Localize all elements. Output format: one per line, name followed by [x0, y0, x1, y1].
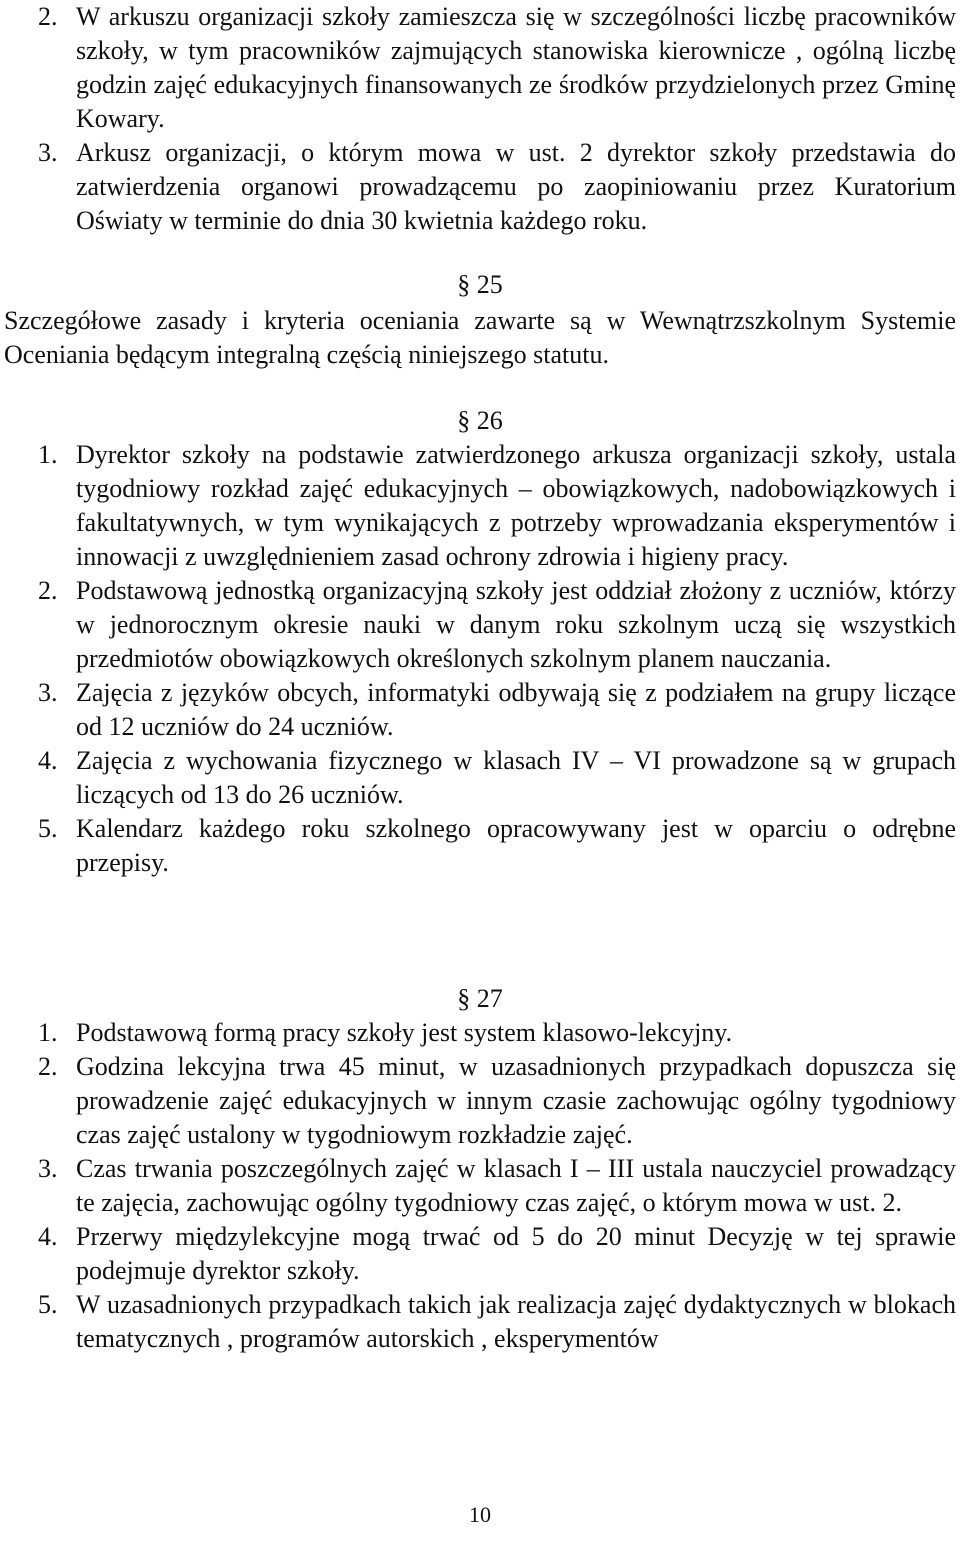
item-number: 4. [38, 746, 58, 775]
item-text: Kalendarz każdego roku szkolnego opracowywany jest w oparciu o odrębne przepisy. [76, 814, 956, 877]
list-item [4, 438, 956, 574]
item-number: 5. [38, 814, 58, 843]
list-item [4, 1220, 956, 1288]
section-heading: § 27 [457, 984, 503, 1013]
item-text: Dyrektor szkoły na podstawie zatwierdzonego arkusza organizacji szkoły, ustala tygodniowy rozkład zajęć edukacyjnych – obowiązkowych, nadobowiązkowych i fakultatywnych, w tym wynikających z potrzeby wprowadzania eksperymentów i innowacji z uwzględnieniem zasad ochrony zdrowia i higieny pracy. [76, 440, 956, 571]
list-item [4, 1050, 956, 1152]
section-27 [0, 982, 960, 1356]
list-item [4, 1288, 956, 1356]
page-number: 10 [469, 1502, 491, 1527]
list-item [4, 1152, 956, 1220]
section-26 [0, 404, 960, 880]
item-text: Podstawową formą pracy szkoły jest system klasowo-lekcyjny. [76, 1018, 733, 1047]
item-text: Arkusz organizacji, o którym mowa w ust. 2 dyrektor szkoły przedstawia do zatwierdzenia organowi prowadzącemu po zaopiniowaniu przez Kuratorium Oświaty w terminie do dnia 30 kwietnia każdego roku. [76, 138, 956, 235]
list-item [4, 136, 956, 238]
section-25 [0, 268, 960, 372]
item-number: 4. [38, 1222, 58, 1251]
item-number: 2. [38, 2, 58, 31]
list-item [4, 744, 956, 812]
item-number: 3. [38, 678, 58, 707]
item-number: 3. [38, 138, 58, 167]
item-number: 3. [38, 1154, 58, 1183]
section-heading: § 26 [457, 406, 503, 435]
item-number: 2. [38, 576, 58, 605]
item-text: Podstawową jednostką organizacyjną szkoły jest oddział złożony z uczniów, którzy w jednorocznym okresie nauki w danym roku szkolnym uczą się wszystkich przedmiotów obowiązkowych określonych szkolnym planem nauczania. [76, 576, 956, 673]
item-number: 1. [38, 1018, 58, 1047]
item-text: W arkuszu organizacji szkoły zamieszcza się w szczególności liczbę pracowników szkoły, w tym pracowników zajmujących stanowiska kierownicze , ogólną liczbę godzin zajęć edukacyjnych finansowanych ze środków przydzielonych przez Gminę Kowary. [76, 2, 956, 133]
item-text: Zajęcia z wychowania fizycznego w klasach IV – VI prowadzone są w grupach liczących od 13 do 26 uczniów. [76, 746, 956, 809]
list-item [4, 812, 956, 880]
list-item [4, 1016, 956, 1050]
intro-block [0, 0, 960, 238]
item-number: 5. [38, 1290, 58, 1319]
item-text: Godzina lekcyjna trwa 45 minut, w uzasadnionych przypadkach dopuszcza się prowadzenie zajęć edukacyjnych w innym czasie zachowując ogólny tygodniowy czas zajęć ustalony w tygodniowym rozkładzie zajęć. [76, 1052, 956, 1149]
section-text: Szczegółowe zasady i kryteria oceniania zawarte są w Wewnątrzszkolnym Systemie Oceniania będącym integralną częścią niniejszego statutu. [4, 306, 956, 369]
list-item [4, 676, 956, 744]
item-text: Czas trwania poszczególnych zajęć w klasach I – III ustala nauczyciel prowadzący te zajęcia, zachowując ogólny tygodniowy czas zajęć, o którym mowa w ust. 2. [76, 1154, 956, 1217]
item-text: Przerwy międzylekcyjne mogą trwać od 5 do 20 minut Decyzję w tej sprawie podejmuje dyrektor szkoły. [76, 1222, 956, 1285]
list-item [4, 0, 956, 136]
section-heading: § 25 [457, 270, 503, 299]
item-number: 2. [38, 1052, 58, 1081]
list-item [4, 574, 956, 676]
item-number: 1. [38, 440, 58, 469]
item-text: W uzasadnionych przypadkach takich jak realizacja zajęć dydaktycznych w blokach tematycznych , programów autorskich , eksperymentów [76, 1290, 956, 1353]
item-text: Zajęcia z języków obcych, informatyki odbywają się z podziałem na grupy liczące od 12 uczniów do 24 uczniów. [76, 678, 956, 741]
